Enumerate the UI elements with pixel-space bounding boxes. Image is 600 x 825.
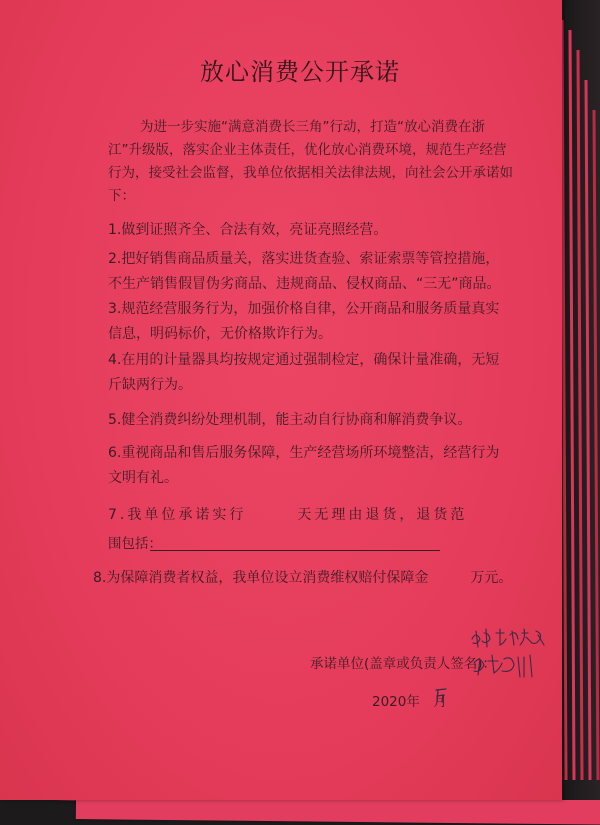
signature-label: 承诺单位(盖章或负责人签名)： bbox=[310, 656, 497, 672]
commitment-item-7-continued: 围包括： bbox=[108, 536, 162, 552]
commitment-item-8: 8.为保障消费者权益，我单位设立消费维权赔付保障金 万元。 bbox=[93, 570, 513, 586]
paper-stack-edges bbox=[560, 20, 600, 780]
handwritten-signature bbox=[468, 625, 558, 687]
intro-paragraph: 为进一步实施“满意消费长三角”行动，打造“放心消费在浙江”升级版，落实企业主体责任，优化放心消费环境，规范生产经营行为，接受社会监督，我单位依据相关法律法规，向社会公开承诺如下： bbox=[108, 119, 513, 204]
commitment-item-6: 6.重视商品和售后服务保障，生产经营场所环境整洁，经营行为文明有礼。 bbox=[108, 445, 500, 486]
commitment-item-4: 4.在用的计量器具均按规定通过强制检定，确保计量准确，无短斤缺两行为。 bbox=[108, 352, 500, 393]
commitment-item-3: 3.规范经营服务行为，加强价格自律，公开商品和服务质量真实信息，明码标价，无价格欺诈行为。 bbox=[108, 301, 500, 342]
handwritten-month-mark bbox=[432, 686, 452, 706]
commitment-item-7: 7.我单位承诺实行 天无理由退货，退货范 bbox=[108, 507, 468, 523]
commitment-date: 2020年 月 bbox=[372, 694, 447, 710]
document-title: 放心消费公开承诺 bbox=[200, 58, 400, 86]
commitment-item-2: 2.把好销售商品质量关，落实进货查验、索证索票等管控措施，不生产销售假冒伪劣商品、违规商品、侵权商品、“三无”商品。 bbox=[108, 251, 501, 292]
commitment-item-5: 5.健全消费纠纷处理机制，能主动自行协商和解消费争议。 bbox=[108, 412, 472, 428]
return-scope-blank-line bbox=[150, 550, 440, 551]
commitment-item-1: 1.做到证照齐全、合法有效，亮证亮照经营。 bbox=[108, 222, 388, 238]
